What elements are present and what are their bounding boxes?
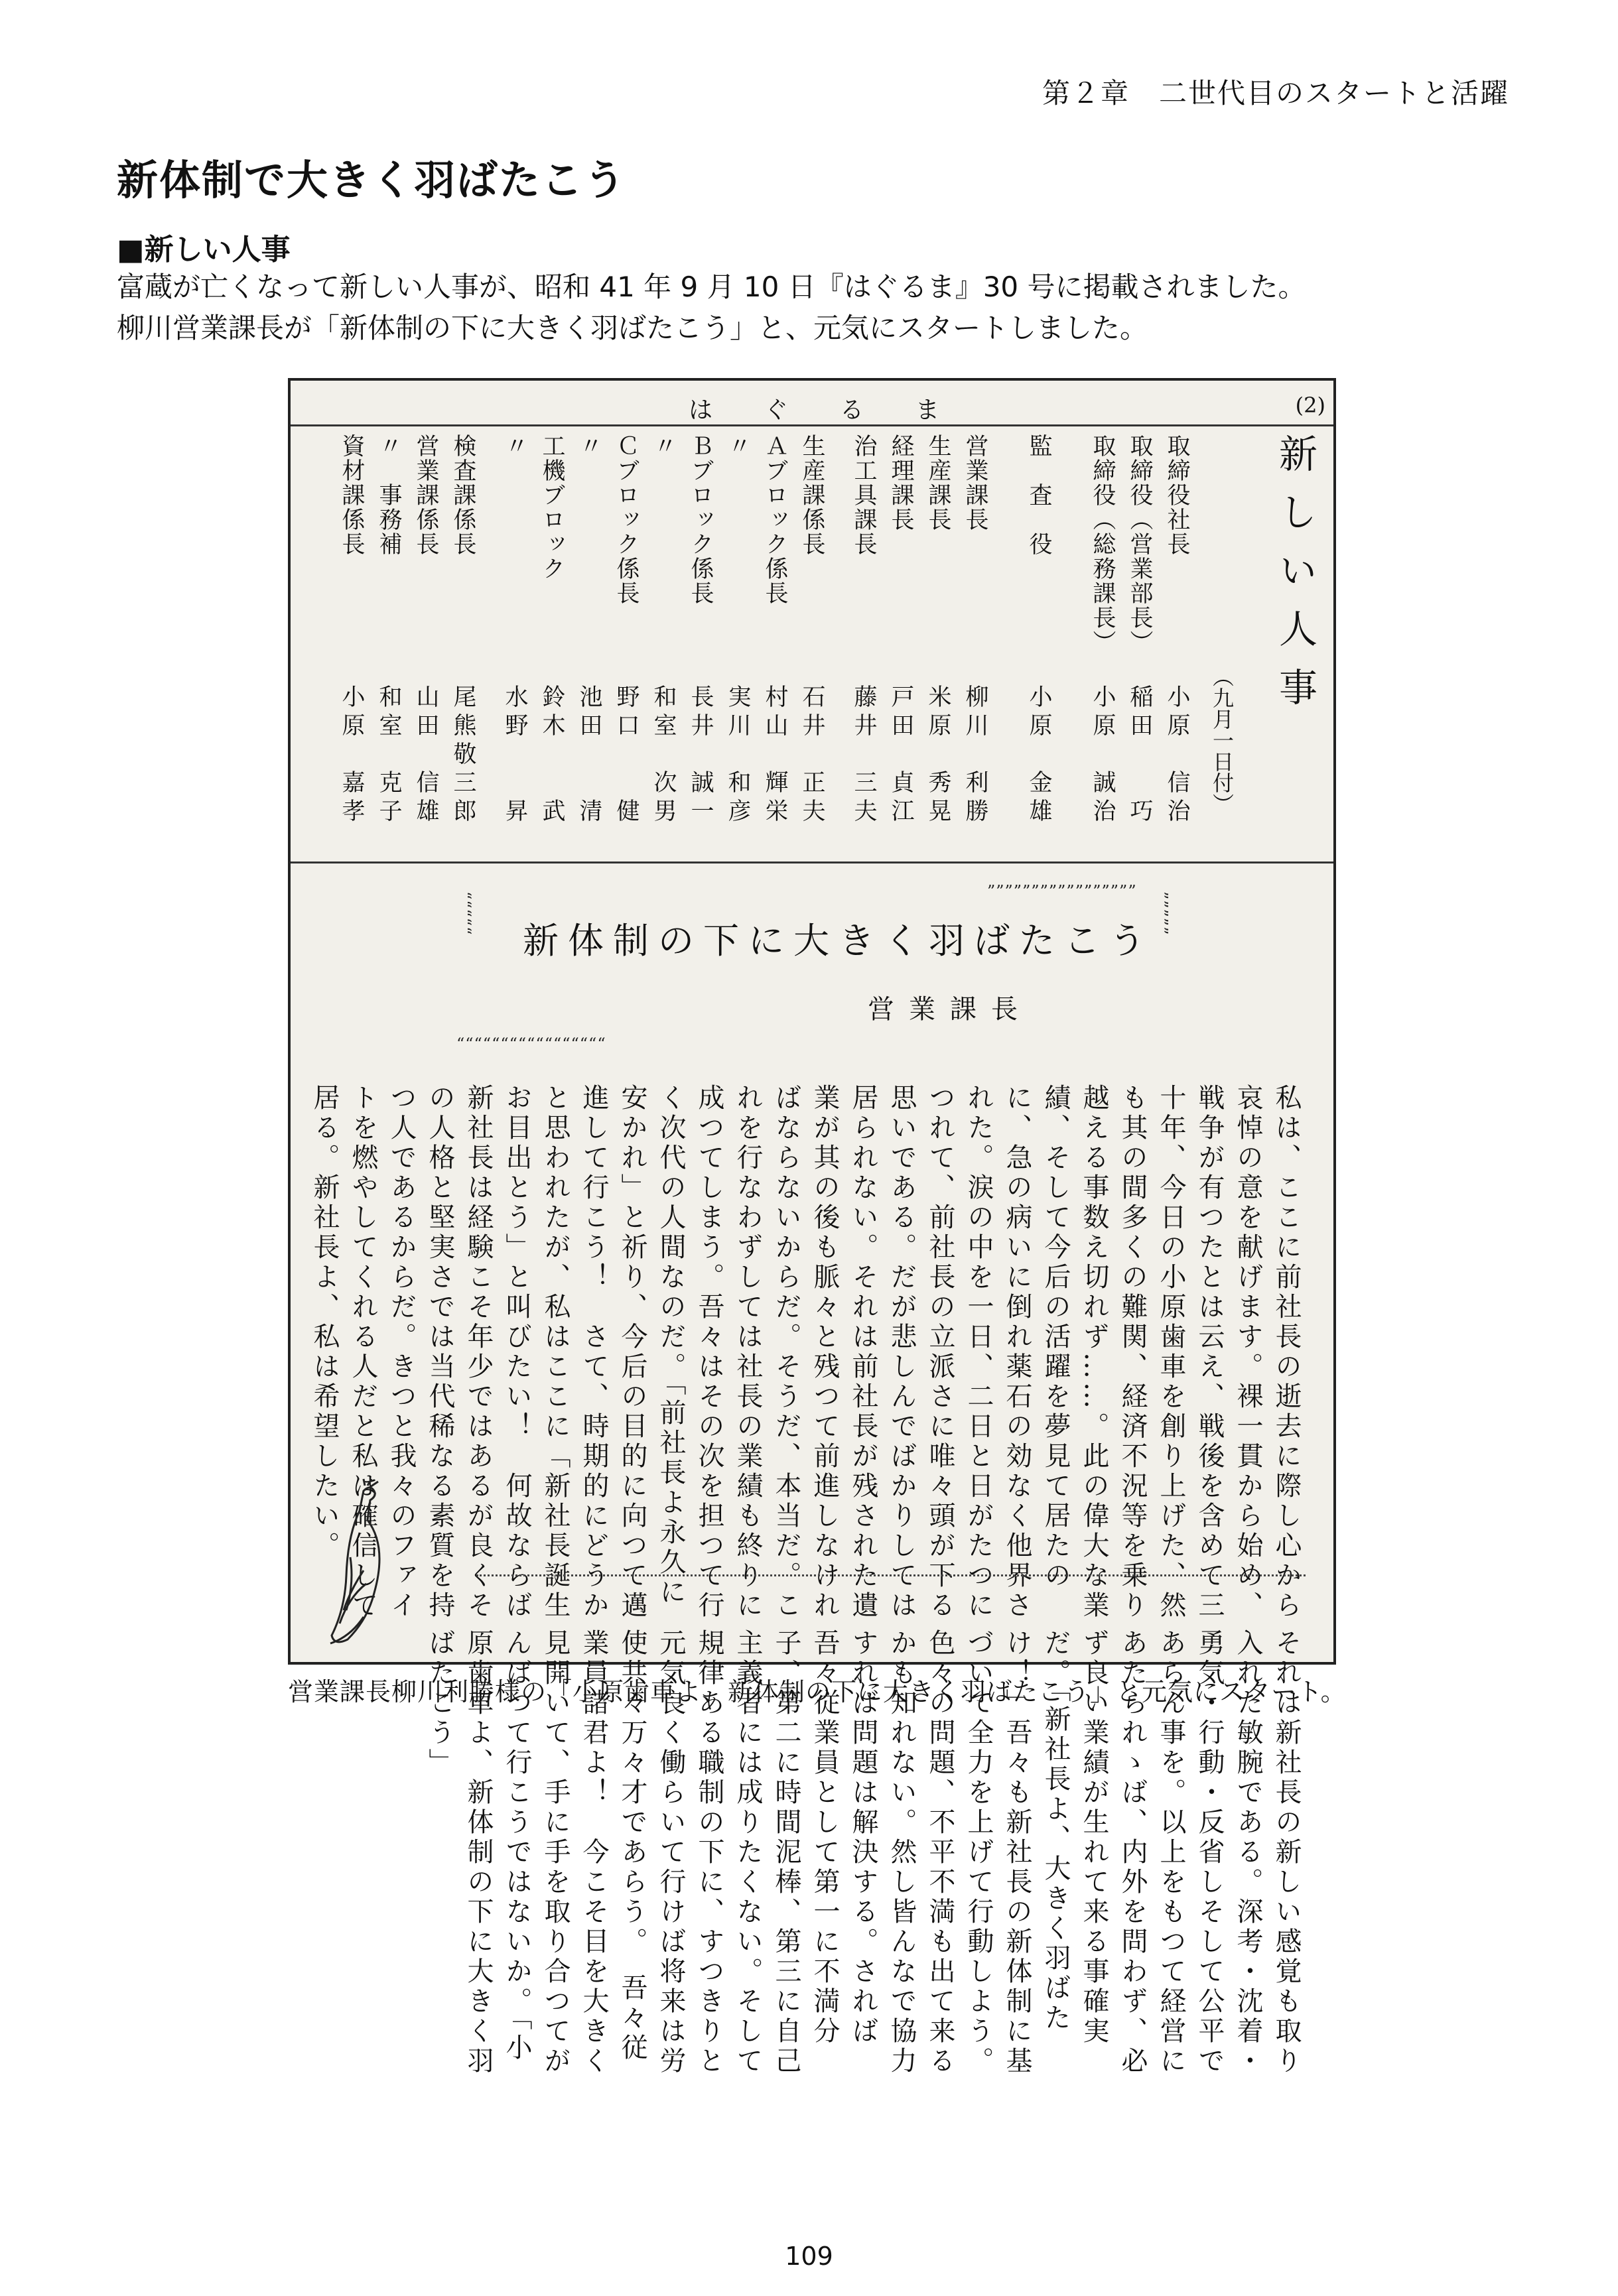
appointment-name: 長井 誠一 [687,684,714,827]
appointment-name: 稲田 巧 [1126,684,1153,827]
appointment-entry [571,434,608,827]
appointment-entry [882,434,919,827]
intro-line: 柳川営業課長が「新体制の下に大きく羽ばたこう」と、元気にスタートしました。 [117,312,1148,344]
appointment-name: 実川 和彦 [724,684,751,827]
appointment-entry [1121,434,1158,827]
appointment-name: 山田 信雄 [413,684,439,827]
appointment-name: 野口 健 [613,684,640,827]
appointment-name: 小原 信治 [1164,684,1190,827]
appointment-role: 監 査 役 [1026,434,1052,556]
personnel-date: （九月一日付） [1209,666,1235,814]
group-spacer [831,434,845,805]
newsletter-masthead: はぐるま [689,397,992,424]
appointment-entry [444,434,482,827]
group-spacer [482,434,496,805]
appointment-role: 〃 [724,434,751,458]
appointment-entry [1020,434,1057,827]
appointment-entry [533,434,571,827]
personnel-list [333,434,1195,827]
personnel-heading: 新しい人事 [1272,434,1317,726]
article-body-upper [309,1084,1306,1627]
appointment-role: 〃 [650,434,677,458]
appointment-role: 工機ブロック [539,434,565,581]
appointment-role: 治工具課長 [850,434,877,556]
page-title: 新体制で大きく羽ばたこう [117,156,627,204]
decorative-quote-border: ””””” [1152,891,1171,936]
section-heading: ■新しい人事 [117,233,291,267]
appointment-entry [719,434,756,827]
decorative-quote-border: “““““ [456,891,474,936]
appointment-name: 池田 清 [576,684,602,827]
appointment-role: 取締役（総務課長） [1089,434,1116,655]
appointment-role: 検査課係長 [450,434,476,556]
appointment-entry [793,434,831,827]
appointment-entry [919,434,957,827]
article-title: 新体制の下に大きく羽ばたこう [523,920,1154,962]
appointment-name: 鈴木 武 [539,684,565,827]
appointment-role: 経理課長 [888,434,914,532]
appointment-name: 尾熊敬三郎 [450,684,476,827]
article-paragraph: 私は、ここに前社長の逝去に際し心から哀悼の意を献げます。裸一貫から始め、戦争が有つたとは云え、戦後を含めて三十年、今日の小原歯車を創り上げた、然も其の間多くの難関、経済不況等を乗り越える事数え切れず……。此の偉大な業績、そして今后の活躍を夢見て居たのに、急の病いに倒れ薬石の効なく他界された。涙の中を一日、二日と日がたつにつれて、前社長の立派さに唯々頭が下る思いである。だが悲しんでばかりしては居られない。それは前社長が残された遺業が其の後も脈々と残つて前進しなければならないからだ。そうだ、本当だ。これを行なわずしては社長の業績も終りに成つてしまう。吾々はその次を担つて行く次代の人間なのだ。「前社長よ永久に安かれ」と祈り、今后の目的に向つて邁進して行こう！ さて、時期的にどうかと思われたが、私はここに「新社長誕生お目出とう」と叫びたい！ 何故ならば新社長は経験こそ年少ではあるが良くその人格と堅実さでは当代稀なる素質を持つ人であるからだ。きつと我々のファイトを燃やしてくれる人だと私は確信して居る。新社長よ、私は希望したい。 [309,1084,1302,1621]
decorative-quote-border: “““““““““““““““““ [456,1035,606,1053]
appointment-role: Ｃブロック係長 [613,434,640,606]
appointment-role: Ａブロック係長 [762,434,788,606]
figure-caption: 営業課長柳川利勝様の「小原歯車よ、新体制の下に大きく羽ばたこう」と元気にスタート。 [288,1677,1347,1706]
appointment-role: 〃 [576,434,602,458]
appointment-name: 小原 誠治 [1089,684,1116,827]
appointment-entry [645,434,682,827]
appointment-role: 〃 事務補 [375,434,402,556]
appointment-name: 戸田 貞江 [888,684,914,827]
appointment-entry [1158,434,1195,827]
appointment-name: 藤井 三夫 [850,684,877,827]
group-spacer [1057,434,1084,805]
appointment-role: 生産課長 [925,434,951,532]
decorative-quote-border: ””””””””””””””””” [987,882,1137,901]
appointment-entry [1084,434,1121,827]
appointment-role: 資材課係長 [338,434,365,556]
group-spacer [994,434,1020,805]
appointment-entry [957,434,994,827]
appointment-role: 営業課長 [962,434,988,532]
appointment-role: 取締役（営業部長） [1126,434,1153,655]
appointment-entry [682,434,719,827]
newsletter-page-number: (2) [1295,393,1325,418]
appointment-role: 生産課係長 [799,434,825,556]
appointment-name: 米原 秀晃 [925,684,951,827]
column-divider [476,1574,1306,1576]
appointment-name: 和室 克子 [375,684,402,827]
running-head: 第２章 二世代目のスタートと活躍 [1042,77,1509,109]
appointment-name: 小原 嘉孝 [338,684,365,827]
appointment-role: 〃 [502,434,528,458]
intro-text [117,267,1306,349]
appointment-entry [370,434,407,827]
masthead-rule [291,424,1333,426]
appointment-entry [756,434,793,827]
appointment-name: 村山 輝栄 [762,684,788,827]
appointment-role: 取締役社長 [1164,434,1190,556]
page-number: 109 [785,2242,833,2271]
appointment-entry [496,434,533,827]
article-byline: 営業課長 [868,994,1032,1025]
appointment-name: 和室 次男 [650,684,677,827]
intro-line: 富蔵が亡くなって新しい人事が、昭和 41 年 9 月 10 日『はぐるま』30 号に掲載されました。 [117,271,1306,303]
section-rule [291,861,1333,863]
appointment-name: 小原 金雄 [1026,684,1052,827]
appointment-name: 石井 正夫 [799,684,825,827]
appointment-name: 柳川 利勝 [962,684,988,827]
appointment-role: 営業課係長 [413,434,439,556]
appointment-entry [333,434,370,827]
appointment-role: Ｂブロック係長 [687,434,714,606]
peacock-illustration [317,1478,390,1650]
appointment-entry [407,434,444,827]
appointment-name: 水野 昇 [502,684,528,827]
appointment-entry [608,434,645,827]
appointment-entry [845,434,882,827]
article-paragraph: それは新社長の新しい感覚も取り入れた敏腕である。深考・沈着・勇気・行動・反省しそして公平であらん事を。以上をもつて経営にあたられゝば、内外を問わず、必ず良い業績が生れて来る事確実だ。「新社長よ、大きく羽ばたけ！」吾々も新社長の新体制に基づいて全力を上げて行動しよう。色々の問題、不平不満も出て来るかも知れない。然し皆んなで協力すれば問題は解決する。されば吾々従業員として第一に不満分子、第二に時間泥棒、第三に自己主義者には成りたくない。そして規律ある職制の下に、すつきりと元気良く働らいて行けば将来は労使共々万々才であらう。 吾々従業員諸君よ！ 今こそ目を大きく見開いて、手に手を取り合つてがんばつて行こうではないか。「小原歯車よ、新体制の下に大きく羽ばたこう」 [425,1629,1302,2076]
